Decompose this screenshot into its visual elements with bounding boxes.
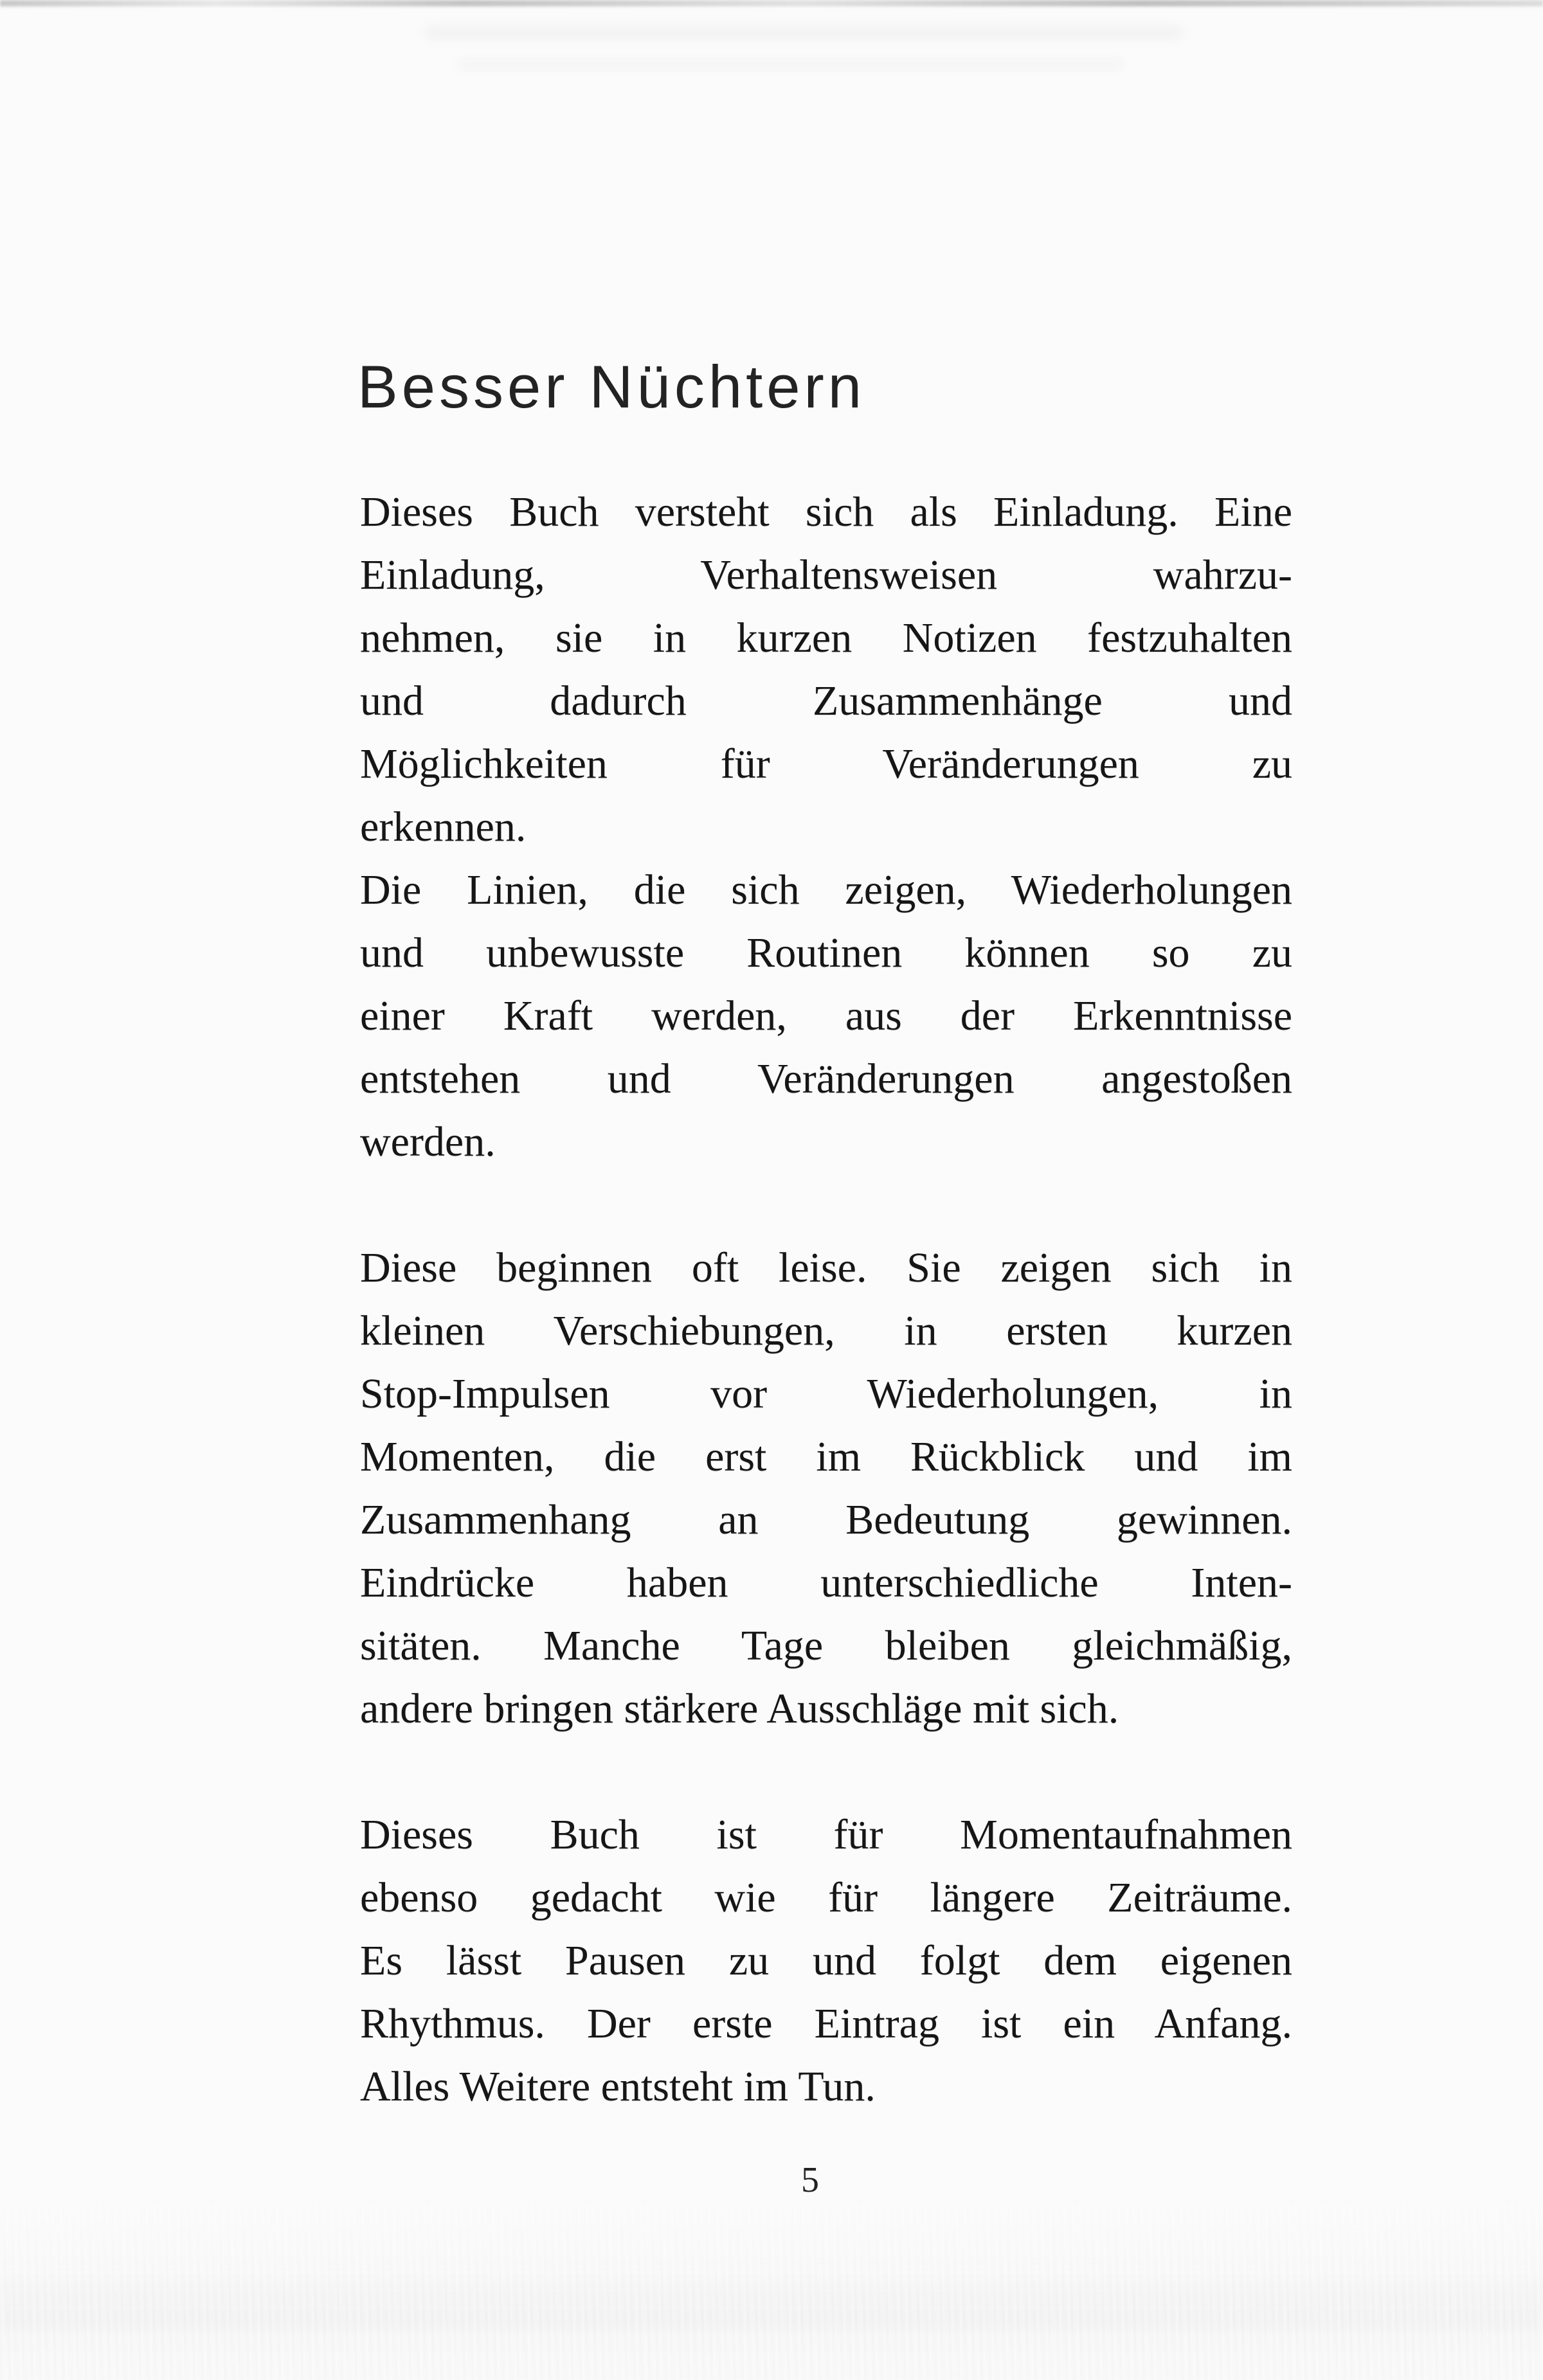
paragraph: [360, 1237, 1292, 1740]
text-line: entstehen und Veränderungen angestoßen: [360, 1055, 1292, 1102]
text-line: Einladung, Verhaltensweisen wahrzu-: [360, 551, 1292, 598]
text-line: Diese beginnen oft leise. Sie zeigen sich in: [360, 1244, 1292, 1291]
top-ghost-text-artifact: [424, 27, 1183, 39]
text-line: Zusammenhang an Bedeutung gewinnen.: [360, 1496, 1292, 1543]
paragraph: [360, 481, 1292, 859]
text-line: und dadurch Zusammenhänge und: [360, 677, 1292, 724]
text-line: ebenso gedacht wie für längere Zeiträume.: [360, 1874, 1292, 1921]
text-line: Momenten, die erst im Rückblick und im: [360, 1433, 1292, 1480]
paragraph: [360, 1803, 1292, 2118]
text-line: sitäten. Manche Tage bleiben gleichmäßig,: [360, 1622, 1292, 1669]
text-line: Es lässt Pausen zu und folgt dem eigenen: [360, 1937, 1292, 1984]
text-line: erkennen.: [360, 803, 527, 850]
text-line: kleinen Verschiebungen, in ersten kurzen: [360, 1307, 1292, 1354]
body-text: [360, 481, 1292, 2118]
page-number: 5: [801, 2160, 819, 2200]
text-line: werden.: [360, 1118, 496, 1165]
text-line: Alles Weitere entsteht im Tun.: [360, 2063, 876, 2110]
text-line: Die Linien, die sich zeigen, Wiederholungen: [360, 866, 1292, 913]
top-ghost-text-artifact: [456, 59, 1125, 69]
text-line: Dieses Buch ist für Momentaufnahmen: [360, 1811, 1292, 1858]
text-line: und unbewusste Routinen können so zu: [360, 929, 1292, 976]
text-line: Dieses Buch versteht sich als Einladung. Eine: [360, 488, 1292, 535]
text-line: Eindrücke haben unterschiedliche Inten-: [360, 1559, 1292, 1606]
chapter-title: Besser Nüchtern: [357, 353, 866, 420]
paragraph: [360, 859, 1292, 1174]
text-line: einer Kraft werden, aus der Erkenntnisse: [360, 992, 1292, 1039]
text-line: Rhythmus. Der erste Eintrag ist ein Anfang.: [360, 2000, 1292, 2047]
page-top-edge-shadow: [0, 0, 1543, 6]
text-line: nehmen, sie in kurzen Notizen festzuhalten: [360, 614, 1292, 661]
text-line: Stop-Impulsen vor Wiederholungen, in: [360, 1370, 1292, 1417]
text-line: Möglichkeiten für Veränderungen zu: [360, 740, 1292, 787]
text-line: andere bringen stärkere Ausschläge mit sich.: [360, 1685, 1119, 1732]
paper-texture-artifact: [0, 2200, 1543, 2380]
